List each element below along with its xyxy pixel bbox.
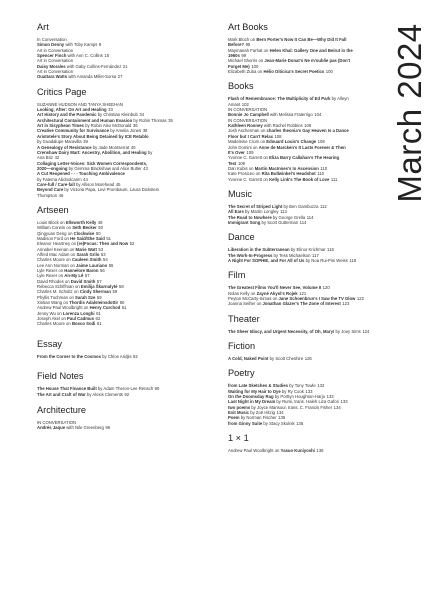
entry-title: The Art and Craft of War bbox=[37, 391, 86, 397]
entry-prefix: Charles Moore on bbox=[37, 257, 72, 263]
entry-prefix: Josh Ascherman on bbox=[228, 128, 267, 134]
section-title: Dance bbox=[228, 232, 255, 243]
page-number: 43 bbox=[143, 165, 148, 171]
section-title: Fiction bbox=[228, 341, 256, 352]
entry-byline: by Amelia Jones bbox=[109, 128, 142, 134]
entry-title: Yasuo Kuniyoshi bbox=[280, 448, 315, 454]
entry-byline: by Tess Michaelson bbox=[272, 252, 311, 258]
entry-prefix: Andrew Paul Woolbright on bbox=[37, 305, 90, 311]
entry-prefix: Phyllis Tuchman on bbox=[37, 294, 76, 300]
page-number: 135 bbox=[296, 420, 304, 426]
entry-byline: by bbox=[146, 149, 153, 155]
entry-byline: by Joyce Mansour, trans. C. Francis Fisher bbox=[250, 404, 333, 410]
page-number: 50 bbox=[95, 230, 101, 236]
section-theater bbox=[228, 314, 378, 334]
section-title: Field Notes bbox=[37, 371, 84, 382]
entry-prefix: Art in Conversation bbox=[37, 69, 74, 75]
entry-title: Spencer Finch bbox=[37, 53, 67, 59]
entry-title: Cindy Sherman bbox=[79, 289, 111, 295]
entry-prefix: IN CONVERSATION bbox=[228, 107, 268, 113]
entry-title: Thordis Adalsteinsdottir bbox=[69, 300, 119, 306]
entry-title: Poem bbox=[228, 415, 240, 421]
entry-prefix: Andrew Paul Woolbright on bbox=[228, 448, 281, 454]
entry-title: Paul Cadmus bbox=[67, 316, 94, 322]
entry-title: Simon Denny bbox=[37, 42, 65, 48]
entry-title: Daisy Morales bbox=[37, 63, 66, 69]
masthead-title: March 2024 bbox=[391, 23, 428, 203]
page-number: 136 bbox=[316, 448, 324, 454]
entry-title: Edouard Louis's Change bbox=[266, 139, 317, 145]
page-number: 108 bbox=[274, 133, 282, 139]
entry-byline: by Noa Rui-Pini Weiss bbox=[304, 257, 348, 263]
toc-entry[interactable] bbox=[228, 69, 378, 74]
entry-title: Bonnie Jo Campbell bbox=[228, 112, 269, 118]
page-number: 35 bbox=[168, 117, 173, 123]
entry-prefix: Charles M. Schultz on bbox=[37, 289, 80, 295]
masthead-title-container bbox=[380, 23, 440, 203]
entry-prefix: David Rhodes on bbox=[37, 278, 71, 284]
entry-prefix: William Corwin on bbox=[37, 225, 73, 231]
entry-byline: by Chloe Aridjis bbox=[101, 353, 132, 359]
page-number: 135 bbox=[278, 415, 286, 421]
page-number: 102 bbox=[241, 101, 249, 107]
entry-title: Ellsworth Kelly bbox=[65, 219, 97, 225]
entry-title: Floor but I Can't Relax bbox=[228, 133, 273, 139]
entry-byline: by Scott Gutterman bbox=[260, 219, 299, 225]
entry-title: Sarah Sze bbox=[75, 294, 96, 300]
entry-title: A Genealogy of Resistance bbox=[37, 144, 92, 150]
entry-prefix: Dan Kubis on bbox=[228, 165, 255, 171]
section-music bbox=[228, 189, 378, 225]
entry-prefix: Eleanor Heartney on bbox=[37, 241, 78, 247]
page-number: 110 bbox=[317, 171, 324, 177]
entry-title: David Smith bbox=[70, 278, 96, 284]
entry-byline: by Rumi, trans. Haleh Liza Gafori bbox=[275, 399, 340, 405]
entry-title: Immigrant Song bbox=[228, 219, 261, 225]
entry-title: Helen Khal: Gallery One and Beirut in the bbox=[269, 47, 353, 53]
entry-title: Beyond Care bbox=[37, 187, 64, 193]
entry-prefix: Nolan Kelly on bbox=[228, 290, 257, 296]
page-number: 21 bbox=[122, 63, 128, 69]
page-number: 61 bbox=[121, 305, 127, 311]
section-title: Books bbox=[228, 81, 254, 92]
page-number: 132 bbox=[317, 383, 325, 389]
page-number: 59 bbox=[96, 294, 102, 300]
entry-title: Waiting for My Hair to Dye bbox=[228, 388, 281, 394]
page-number: 33 bbox=[108, 107, 113, 113]
section-title: Essay bbox=[37, 338, 63, 349]
entry-prefix: IN CONVERSATION bbox=[228, 117, 268, 123]
entry-title: The Sheer Idiocy, and Urgent Necessity, of Oh, Mary! bbox=[228, 328, 335, 334]
entry-prefix: Joanna Seifter on bbox=[228, 301, 263, 307]
entry-title: Cauleen Smith bbox=[71, 257, 102, 263]
entry-byline: by Stacy Skolnik bbox=[262, 420, 295, 426]
page-number: 50 bbox=[98, 225, 103, 231]
section-poetry bbox=[228, 368, 378, 426]
page-number: 48 bbox=[97, 219, 103, 225]
entry-title: Jean-Marie Donat's Ne m'oublie pas (Don't bbox=[264, 58, 351, 64]
page-number: 34 bbox=[139, 112, 145, 118]
entry-title: All Ears bbox=[228, 209, 244, 215]
toc-entry[interactable] bbox=[37, 354, 222, 359]
section-title: Poetry bbox=[228, 368, 255, 379]
entry-prefix: Lyle Rexer on bbox=[37, 268, 65, 274]
page-number: 121 bbox=[299, 290, 307, 296]
entry-title: Creative Community for Survivance bbox=[37, 128, 110, 134]
entry-byline: by Zoë Hitzig bbox=[249, 410, 276, 416]
page-number: 120 bbox=[322, 285, 330, 291]
page-number: 100 bbox=[251, 63, 259, 69]
entry-byline: by Martin Longley bbox=[243, 209, 279, 215]
section-1-1 bbox=[228, 433, 378, 453]
page-number: 99 bbox=[241, 53, 247, 59]
entry-title: Eliza Barry Callahan's The Hearing bbox=[269, 155, 340, 161]
entry-title: Art History and the Pandemic bbox=[37, 112, 97, 118]
page-number: 122 bbox=[356, 296, 364, 301]
entry-title: Marie Watt bbox=[75, 246, 97, 252]
entry-prefix: Louis Block on bbox=[37, 219, 66, 225]
entry-title: A Cut Reopened - - - Touching Ambivalence bbox=[37, 171, 125, 177]
section-artseen bbox=[37, 205, 222, 327]
page-number: 62 bbox=[95, 316, 101, 322]
toc-entry[interactable] bbox=[228, 301, 378, 306]
toc-entry[interactable] bbox=[37, 74, 222, 79]
entry-prefix: Kate Prosiceo on bbox=[228, 171, 262, 177]
section-title: Theater bbox=[228, 313, 260, 324]
page-number: 92 bbox=[124, 391, 130, 397]
page-number: 111 bbox=[330, 176, 338, 182]
page-number: 123 bbox=[342, 301, 350, 307]
toc-entry[interactable] bbox=[228, 329, 378, 334]
entry-title: Flash of Remembrance: The Multiplicity of Ed Park bbox=[228, 96, 331, 102]
entry-byline: by George Grella bbox=[271, 214, 306, 220]
toc-entry[interactable] bbox=[37, 392, 222, 397]
toc-left-column bbox=[37, 22, 222, 438]
entry-title: Architectural Containment and Human Evasion bbox=[37, 117, 133, 123]
section-books bbox=[228, 81, 378, 182]
entry-title: Crenshaw Dairy Mart: Ancestry, Abolition, and Healing bbox=[37, 149, 147, 155]
page-number: 54 bbox=[103, 257, 108, 263]
entry-title: Henry Curchod bbox=[89, 305, 121, 311]
entry-prefix: Madison Ford on bbox=[37, 235, 71, 241]
entry-title: The Greatest Films You'll Never See, Volume II bbox=[228, 285, 322, 291]
entry-title: Andrés Jaque bbox=[37, 425, 66, 431]
section-art-books bbox=[228, 22, 378, 74]
entry-title: Jonathan Glazer's The Zone of Interest bbox=[262, 301, 341, 307]
entry-byline: by Allison Morehead bbox=[74, 181, 115, 187]
page-number: 58 bbox=[119, 284, 124, 290]
toc-entry[interactable] bbox=[37, 193, 222, 198]
entry-prefix: Jenny Wu on bbox=[37, 310, 63, 316]
entry-prefix: by Guadalupe Maravilla bbox=[37, 139, 82, 145]
page-number: 109 bbox=[237, 160, 246, 166]
entry-title: Sarah Grilo bbox=[76, 252, 100, 257]
entry-title: From the Corner to the Cosmos bbox=[37, 353, 101, 359]
entry-title: A Night For SOPHIE, and For All of Us bbox=[228, 257, 305, 263]
page-number: 27 bbox=[117, 74, 123, 80]
entry-byline: by Tony Towle bbox=[288, 383, 316, 389]
entry-byline: by Robin Thomas bbox=[132, 117, 167, 123]
entry-title: Exit Music bbox=[228, 410, 250, 416]
entry-title: Before? bbox=[228, 42, 245, 48]
page-number: 38 bbox=[142, 128, 148, 134]
section-title: Artseen bbox=[37, 204, 69, 215]
page-number: 108 bbox=[317, 139, 325, 145]
entry-title: Care-full / Care-fall bbox=[37, 181, 75, 187]
entry-title: He Said/She Said bbox=[70, 235, 105, 241]
section-title: Music bbox=[228, 188, 252, 199]
page-number: 56 bbox=[100, 268, 105, 274]
entry-title: The Work-In-Progress bbox=[228, 252, 273, 258]
page-number: 36 bbox=[132, 123, 138, 129]
entry-title: Kathleen Rooney bbox=[228, 123, 263, 129]
page-number: 45 bbox=[115, 181, 121, 187]
entry-title: Zayné Akyol's Rojek bbox=[256, 290, 298, 296]
entry-prefix: In Conversation bbox=[37, 37, 67, 42]
entry-title: Jaime Lauriano bbox=[76, 262, 108, 268]
entry-prefix: Lee Ann Norman on bbox=[37, 262, 76, 268]
page-number: 126 bbox=[304, 356, 312, 362]
entry-byline: with Rachel Robbins bbox=[262, 123, 303, 129]
entry-prefix: Rebecca Schiffman on bbox=[37, 284, 81, 290]
entry-title: The House That Finance Built bbox=[37, 386, 97, 392]
entry-byline: with Gaby Collins-Fernández bbox=[65, 63, 122, 69]
page-number: 100 bbox=[325, 69, 333, 75]
page-number: 110 bbox=[320, 165, 328, 171]
entry-prefix: Art in Conversation bbox=[37, 58, 74, 64]
page-number: 42 bbox=[54, 155, 60, 161]
entry-byline: by Norman Fischer bbox=[239, 415, 277, 421]
entry-prefix: by Fatema Abdoolcarim bbox=[37, 176, 82, 182]
entry-prefix: Qingyuan Deng on bbox=[37, 230, 74, 236]
entry-prefix: Yvonne C. Garrett on bbox=[228, 155, 270, 161]
entry-prefix: Ana Briz bbox=[37, 155, 54, 161]
entry-title: The Road to Nowhere bbox=[228, 214, 272, 220]
page-number: 113 bbox=[280, 209, 287, 215]
entry-byline: with Amanda Millet-Sorsa bbox=[67, 74, 117, 80]
page-number: 106 bbox=[304, 123, 312, 129]
entry-byline: by Joey Sims bbox=[334, 328, 361, 334]
entry-title: Liberation in the Subterranean bbox=[228, 247, 290, 253]
entry-title: Bern Porter's Now It Can Be—Why Did It Fall bbox=[256, 37, 347, 42]
entry-prefix: Madeleine Crum on bbox=[228, 139, 267, 145]
entry-byline: by Porttyn Houghton-Harjo bbox=[273, 394, 326, 400]
page-number: 133 bbox=[326, 394, 334, 400]
toc-entry[interactable] bbox=[37, 425, 222, 430]
entry-title: Looking, After: On Art and Healing bbox=[37, 107, 107, 113]
page-number: 124 bbox=[362, 328, 370, 334]
section-title: Architecture bbox=[37, 404, 87, 415]
entry-title: Lorenza Longhi bbox=[62, 310, 95, 316]
toc-entry[interactable] bbox=[228, 356, 378, 361]
page-number: 60 bbox=[119, 300, 125, 306]
page-number: 114 bbox=[299, 219, 307, 225]
entry-prefix: Annabel Keenan on bbox=[37, 246, 76, 252]
entry-prefix: Xintian Wang on bbox=[37, 300, 70, 306]
toc-entry[interactable] bbox=[228, 421, 378, 426]
entry-prefix: Maymanah Farhat on bbox=[228, 47, 270, 53]
page-number: 134 bbox=[276, 410, 284, 416]
entry-title: Collaging Letter-Voices: Sick Women Correspondents, bbox=[37, 160, 148, 166]
entry-prefix: Thompson bbox=[37, 192, 58, 198]
section-architecture bbox=[37, 405, 222, 431]
toc-entry[interactable] bbox=[228, 220, 378, 225]
entry-title: Test bbox=[228, 160, 237, 166]
entry-byline: with Nile Greenberg bbox=[65, 425, 104, 431]
page-number: 53 bbox=[100, 252, 106, 257]
section-dance bbox=[228, 232, 378, 263]
page-number: 114 bbox=[306, 214, 314, 220]
page-number: 134 bbox=[333, 404, 341, 410]
entry-byline: by Ry Cook bbox=[280, 388, 304, 394]
page-number: 57 bbox=[84, 273, 90, 279]
entry-prefix: Joseph Akel on bbox=[37, 316, 68, 322]
entry-title: An-My Lê bbox=[64, 273, 84, 279]
section-title: 1 × 1 bbox=[228, 433, 249, 444]
entry-title: Hélio Oiticica's Secret Poetics bbox=[263, 69, 325, 75]
entry-byline: with Melissa Fraterrigo bbox=[268, 112, 313, 118]
toc-entry[interactable] bbox=[37, 321, 222, 326]
page-number: 118 bbox=[349, 257, 357, 263]
entry-title: Martin MacInnes's In Ascension bbox=[254, 165, 319, 171]
entry-byline: by Scott Cheshire bbox=[268, 356, 304, 362]
toc-entry[interactable] bbox=[228, 177, 378, 182]
page-number: 39 bbox=[83, 139, 88, 145]
entry-title: Clockwise bbox=[73, 230, 95, 236]
entry-prefix: IN CONVERSATION bbox=[37, 419, 77, 425]
section-fiction bbox=[228, 341, 378, 361]
entry-title: Aristotele's Story About Being Detained by ICE Retablo bbox=[37, 133, 149, 139]
entry-title: It's Over bbox=[228, 149, 245, 155]
entry-title: Jane Schoenbrun's I Saw the TV Glow bbox=[278, 296, 356, 301]
entry-byline: by Alexis Clements bbox=[85, 391, 123, 397]
page-number: 133 bbox=[305, 388, 313, 394]
entry-byline: by Gemma Blackshaw and Alice Butler bbox=[67, 165, 142, 171]
page-number: 62 bbox=[132, 353, 138, 359]
entry-byline: by Jade Montserrat bbox=[91, 144, 130, 150]
section-title: Art Books bbox=[228, 22, 268, 32]
page-number: 133 bbox=[340, 399, 348, 405]
entry-prefix: SUZANNE HUDSON AND TANYA SHEEHAN bbox=[37, 101, 123, 107]
entry-byline: by Victoria Papa, Levi Prombaum, Laura Dickstein bbox=[63, 187, 160, 193]
page-number: 104 bbox=[314, 112, 322, 118]
entry-prefix: Elizabeth Zuba on bbox=[228, 69, 264, 75]
section-essay bbox=[37, 339, 222, 359]
entry-title: (re)Focus: Then and Now bbox=[77, 241, 129, 247]
entry-prefix: John Domini on bbox=[228, 144, 259, 150]
entry-title: Bosco Sodi bbox=[71, 321, 96, 327]
entry-title: On the Doomsday Rag bbox=[228, 394, 274, 400]
entry-title: Seth Becker bbox=[72, 225, 97, 231]
section-art bbox=[37, 22, 222, 80]
entry-prefix: Amant bbox=[228, 101, 241, 107]
entry-title: Forget Me) bbox=[228, 63, 250, 69]
entry-title: Anne de Marcken's It Lasts Forever & Then bbox=[258, 144, 346, 150]
page-number: 117 bbox=[312, 252, 319, 258]
toc-entry[interactable] bbox=[228, 448, 378, 453]
entry-title: Kelly Link's The Book of Love bbox=[269, 176, 330, 182]
entry-title: Emilija Škarnulytė bbox=[80, 284, 118, 290]
entry-title: two poems bbox=[228, 404, 251, 410]
entry-prefix: Mark Bloch on bbox=[228, 37, 257, 42]
entry-title: Ouattara Watts bbox=[37, 74, 68, 80]
entry-prefix: Michael Shorris on bbox=[228, 58, 265, 64]
page-number: 52 bbox=[129, 241, 135, 247]
entry-title: Last Night in My Dream bbox=[228, 399, 276, 405]
toc-entry[interactable] bbox=[228, 258, 378, 263]
page-number: 61 bbox=[96, 321, 102, 327]
entry-byline: by Robin Alex McDonald bbox=[83, 123, 132, 129]
entry-byline: with Toby Kamps bbox=[64, 42, 98, 48]
entry-byline: by Adam Theron-Lee Rensch bbox=[96, 386, 154, 392]
entry-prefix: Yvonne C. Garrett on bbox=[228, 176, 270, 182]
page-number: 40 bbox=[130, 144, 136, 150]
entry-title: 1960s bbox=[228, 53, 240, 59]
page-number: 59 bbox=[112, 289, 118, 295]
page-number: 61 bbox=[96, 310, 101, 316]
page-number: 95 bbox=[245, 42, 251, 48]
entry-title: Art in Sisyphean Times bbox=[37, 123, 84, 129]
page-number: 46 bbox=[58, 192, 64, 198]
page-number: 57 bbox=[96, 278, 102, 284]
page-number: 116 bbox=[327, 247, 334, 253]
section-field-notes bbox=[37, 371, 222, 397]
entry-title: Hannelore Baron bbox=[64, 268, 99, 274]
entry-prefix: Charles Moore on bbox=[37, 321, 72, 327]
entry-byline: by Ben Gambuzza bbox=[282, 203, 319, 209]
page-number: 90 bbox=[154, 386, 160, 392]
entry-title: The Secret of Striped Light bbox=[228, 203, 283, 209]
page-number: 112 bbox=[319, 203, 327, 209]
entry-title: from Late Sketches & Studies bbox=[228, 383, 288, 389]
page-number: 53 bbox=[98, 246, 104, 252]
page-number: 51 bbox=[106, 235, 112, 241]
entry-title: charles theonia's Gay Heaven Is a Dance bbox=[266, 128, 349, 134]
toc-right-column bbox=[228, 22, 378, 460]
entry-title: Rita Bullwinkel's Headshot bbox=[261, 171, 316, 177]
entry-byline: by Alleyn bbox=[330, 96, 349, 102]
entry-prefix: Art in Conversation bbox=[37, 47, 74, 53]
page-number: 44 bbox=[83, 176, 88, 182]
entry-title: from Ginny Suite bbox=[228, 420, 263, 426]
section-title: Art bbox=[37, 22, 49, 32]
section-critics-page bbox=[37, 87, 222, 198]
entry-byline: by Christian Kleinbub bbox=[96, 112, 138, 118]
entry-prefix: Alfred Mac Adam on bbox=[37, 252, 77, 257]
page-number: 96 bbox=[105, 425, 111, 431]
entry-byline: by Elinor Krichmar bbox=[289, 247, 326, 253]
section-title: Film bbox=[228, 270, 246, 281]
entry-title: A Cold, Naked Point bbox=[228, 356, 269, 362]
section-title: Critics Page bbox=[37, 86, 87, 97]
page-number: 55 bbox=[108, 262, 114, 268]
entry-byline: with Ann C. Collins bbox=[66, 53, 103, 59]
page-number: 109 bbox=[246, 149, 254, 155]
entry-prefix: Peyton McCarty-Simas on bbox=[228, 296, 279, 301]
page-number: 15 bbox=[104, 53, 110, 59]
page-number: 9 bbox=[98, 42, 102, 48]
section-film bbox=[228, 270, 378, 306]
entry-title: 2020—ongoing bbox=[37, 165, 68, 171]
entry-prefix: Lyle Rexer on bbox=[37, 273, 65, 279]
